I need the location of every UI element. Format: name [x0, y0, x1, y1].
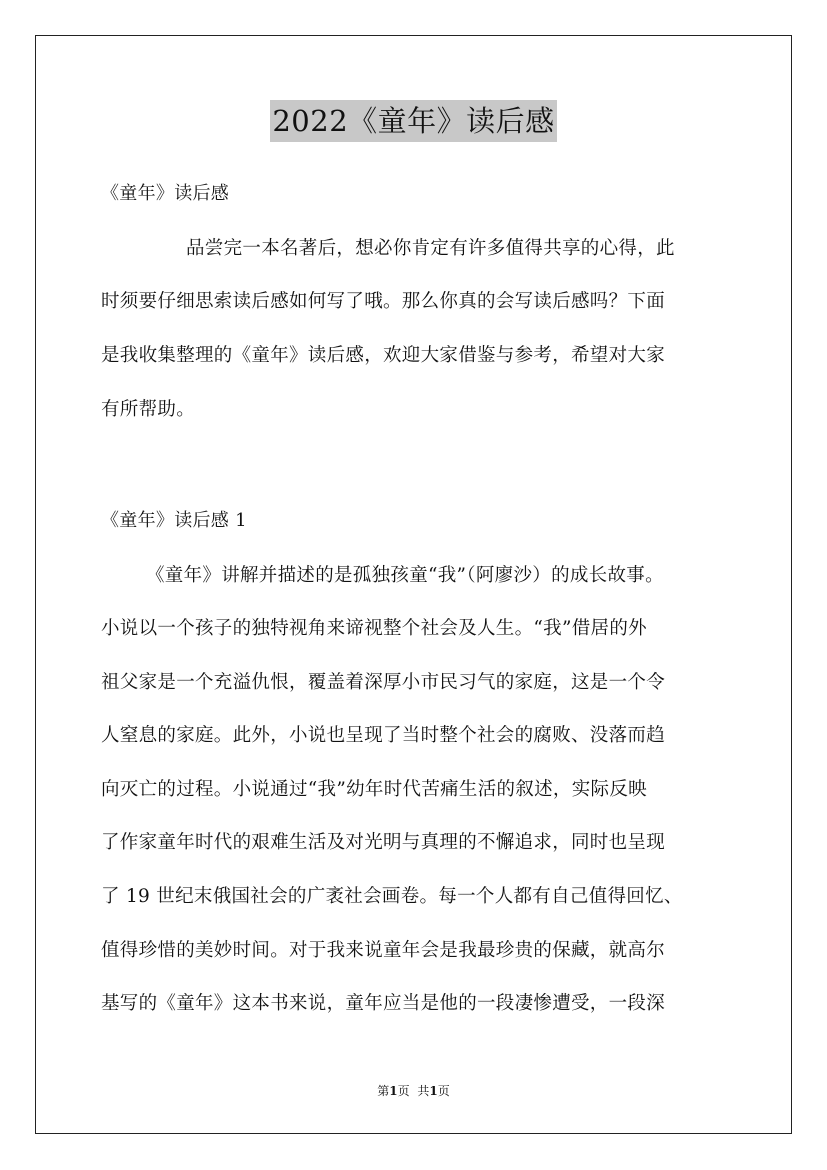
subtitle: 《童年》读后感	[101, 183, 230, 204]
footer-total-suffix: 页	[437, 1084, 450, 1098]
intro-line: 有所帮助。	[101, 399, 196, 420]
section-heading: 《童年》读后感 1	[101, 510, 247, 531]
footer-total-prefix: 共	[417, 1084, 430, 1098]
title-container	[0, 100, 827, 142]
body-line: 值得珍惜的美妙时间。对于我来说童年会是我最珍贵的保藏，就高尔	[101, 940, 666, 961]
document-title: 2022《童年》读后感	[270, 100, 556, 142]
body-line: 人窒息的家庭。此外，小说也呈现了当时整个社会的腐败、没落而趋	[101, 725, 666, 746]
body-line: 了 19 世纪末俄国社会的广袤社会画卷。每一个人都有自己值得回忆、	[101, 886, 683, 907]
footer-page-mid: 页	[397, 1084, 410, 1098]
footer-page-prefix: 第	[377, 1084, 390, 1098]
body-line: 了作家童年时代的艰难生活及对光明与真理的不懈追求，同时也呈现	[101, 832, 666, 853]
intro-line: 是我收集整理的《童年》读后感，欢迎大家借鉴与参考，希望对大家	[101, 345, 666, 366]
body-line: 祖父家是一个充溢仇恨，覆盖着深厚小市民习气的家庭，这是一个令	[101, 672, 666, 693]
intro-line: 时须要仔细思索读后感如何写了哦。那么你真的会写读后感吗？下面	[101, 291, 666, 312]
body-line: 《童年》讲解并描述的是孤独孩童“我”（阿廖沙）的成长故事。	[146, 565, 664, 586]
footer-total-number: 1	[429, 1084, 438, 1098]
page-footer	[0, 1083, 827, 1099]
body-line: 向灭亡的过程。小说通过“我”幼年时代苦痛生活的叙述，实际反映	[101, 779, 647, 800]
body-line: 基写的《童年》这本书来说，童年应当是他的一段凄惨遭受，一段深	[101, 993, 666, 1014]
intro-line: 品尝完一本名著后，想必你肯定有许多值得共享的心得，此	[186, 238, 675, 259]
footer-page-number: 1	[389, 1084, 398, 1098]
body-line: 小说以一个孩子的独特视角来谛视整个社会及人生。“我”借居的外	[101, 618, 647, 639]
